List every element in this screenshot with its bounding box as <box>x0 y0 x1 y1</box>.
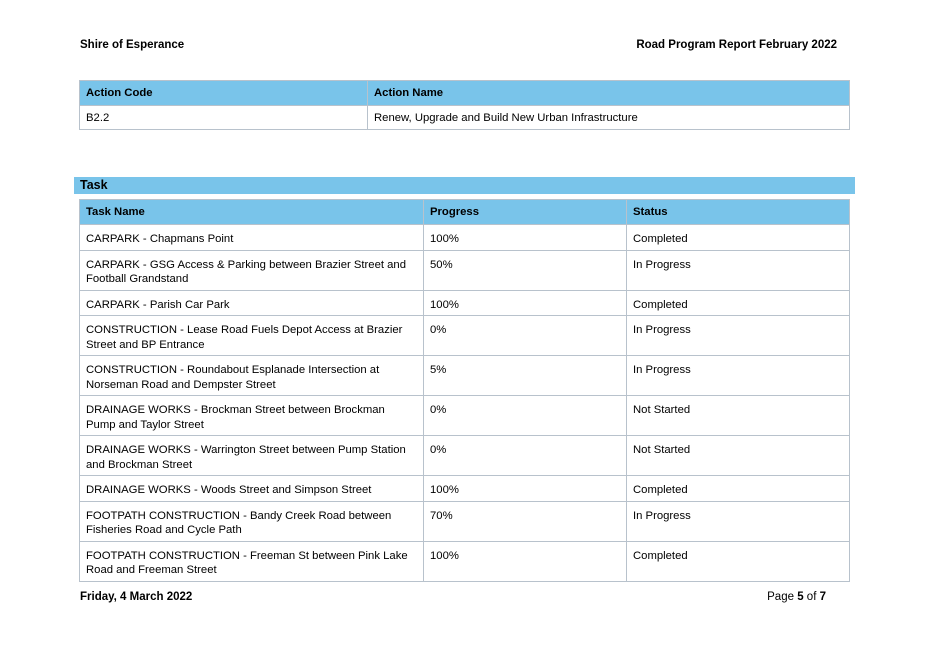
progress-cell: 50% <box>424 250 627 290</box>
status-cell: Not Started <box>627 436 850 476</box>
action-code-cell: B2.2 <box>80 106 368 130</box>
action-code-header: Action Code <box>80 81 368 106</box>
task-name-cell: DRAINAGE WORKS - Warrington Street between Pump Station and Brockman Street <box>80 436 424 476</box>
action-name-header: Action Name <box>368 81 850 106</box>
progress-cell: 0% <box>424 396 627 436</box>
progress-cell: 0% <box>424 316 627 356</box>
task-name-cell: CONSTRUCTION - Lease Road Fuels Depot Access at Brazier Street and BP Entrance <box>80 316 424 356</box>
task-name-cell: CARPARK - GSG Access & Parking between Brazier Street and Football Grandstand <box>80 250 424 290</box>
task-name-header: Task Name <box>80 200 424 225</box>
progress-cell: 0% <box>424 436 627 476</box>
task-name-cell: DRAINAGE WORKS - Woods Street and Simpson Street <box>80 476 424 502</box>
status-cell: Completed <box>627 476 850 502</box>
status-cell: In Progress <box>627 501 850 541</box>
page-prefix: Page <box>767 591 794 603</box>
page-current: 5 <box>797 591 804 603</box>
organisation-name: Shire of Esperance <box>80 39 185 51</box>
status-cell: In Progress <box>627 316 850 356</box>
status-header: Status <box>627 200 850 225</box>
task-section-title: Task <box>74 177 855 194</box>
page-number <box>767 591 826 603</box>
table-row <box>80 396 850 436</box>
status-cell: In Progress <box>627 250 850 290</box>
status-cell: Completed <box>627 290 850 316</box>
table-row <box>80 290 850 316</box>
task-name-cell: FOOTPATH CONSTRUCTION - Bandy Creek Road between Fisheries Road and Cycle Path <box>80 501 424 541</box>
status-cell: Completed <box>627 225 850 251</box>
table-row <box>80 250 850 290</box>
task-name-cell: CONSTRUCTION - Roundabout Esplanade Intersection at Norseman Road and Dempster Street <box>80 356 424 396</box>
report-title: Road Program Report February 2022 <box>636 39 837 51</box>
progress-cell: 70% <box>424 501 627 541</box>
progress-cell: 100% <box>424 290 627 316</box>
progress-cell: 100% <box>424 541 627 581</box>
task-name-cell: DRAINAGE WORKS - Brockman Street between Brockman Pump and Taylor Street <box>80 396 424 436</box>
action-table-header <box>80 81 850 106</box>
action-name-cell: Renew, Upgrade and Build New Urban Infrastructure <box>368 106 850 130</box>
status-cell: Not Started <box>627 396 850 436</box>
progress-cell: 100% <box>424 225 627 251</box>
status-cell: Completed <box>627 541 850 581</box>
progress-header: Progress <box>424 200 627 225</box>
task-table-header <box>80 200 850 225</box>
task-name-cell: CARPARK - Parish Car Park <box>80 290 424 316</box>
page-total: 7 <box>819 591 826 603</box>
report-date: Friday, 4 March 2022 <box>80 591 193 603</box>
table-row <box>80 316 850 356</box>
task-table <box>79 199 850 582</box>
table-row <box>80 541 850 581</box>
task-name-cell: FOOTPATH CONSTRUCTION - Freeman St between Pink Lake Road and Freeman Street <box>80 541 424 581</box>
progress-cell: 100% <box>424 476 627 502</box>
page-of: of <box>806 591 817 603</box>
action-table <box>79 80 850 130</box>
table-row <box>80 225 850 251</box>
table-row <box>80 356 850 396</box>
task-name-cell: CARPARK - Chapmans Point <box>80 225 424 251</box>
table-row <box>80 476 850 502</box>
progress-cell: 5% <box>424 356 627 396</box>
action-table-row <box>80 106 850 130</box>
status-cell: In Progress <box>627 356 850 396</box>
table-row <box>80 436 850 476</box>
table-row <box>80 501 850 541</box>
